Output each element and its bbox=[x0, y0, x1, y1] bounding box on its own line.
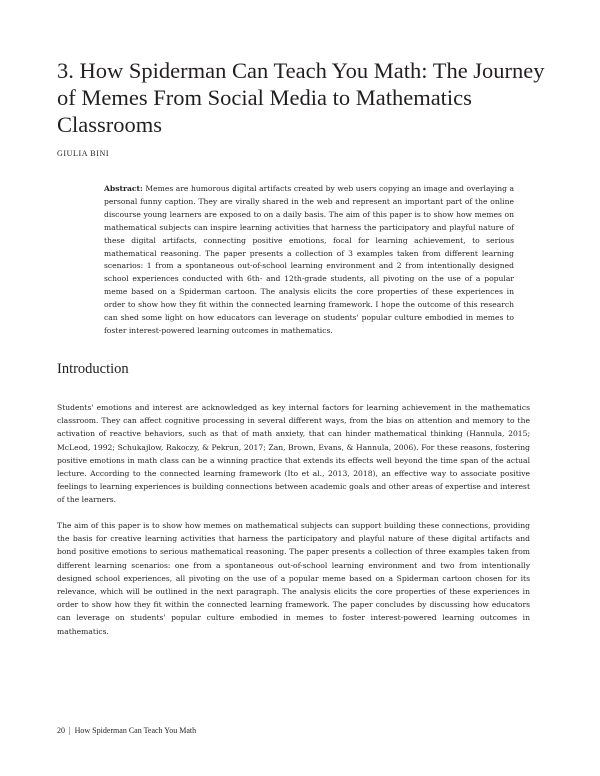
chapter-title: 3. How Spiderman Can Teach You Math: The Journey of Memes From Social Media to Mathematics Classrooms bbox=[57, 58, 545, 137]
body-paragraph-2: The aim of this paper is to show how memes on mathematical subjects can support building these connections, providing the basis for creative learning activities that harness the participatory and playful nature of these digital artifacts and bond positive emotions to serious mathematical reasoning. The paper presents a collection of three examples taken from different learning scenarios: one from a spontaneous out-of-school learning environment and two from intentionally designed school experiences, all pivoting on the use of a popular meme based on a Spiderman cartoon chosen for its relevance, which will be outlined in the next paragraph. The analysis elicits the core properties of these experiences in order to show how they fit within the connected learning framework. The paper concludes by discussing how educators can leverage on students' popular culture embodied in memes to foster interest-powered learning outcomes in mathematics. bbox=[57, 521, 530, 636]
section-heading-introduction: Introduction bbox=[57, 361, 129, 377]
footer-separator: | bbox=[69, 726, 71, 735]
body-paragraph-1: Students' emotions and interest are acknowledged as key internal factors for learning achievement in the mathematics classroom. They can affect cognitive processing in several different ways, from the bias on attention and memory to the activation of reactive behaviors, such as that of math anxiety, that can hinder mathematical thinking (Hannula, 2015; McLeod, 1992; Schukajlow, Rakoczy, & Pekrun, 2017; Zan, Brown, Evans, & Hannula, 2006). For these reasons, fostering positive emotions in math class can be a winning practice that extends its effects well beyond the time span of the actual lecture. According to the connected learning framework (Ito et al., 2013, 2018), an effective way to associate positive feelings to learning experiences is building connections between academic goals and other areas of expertise and interest of the learners. bbox=[57, 403, 530, 505]
author-name: GIULIA BINI bbox=[57, 149, 110, 158]
page-footer bbox=[57, 726, 196, 735]
running-title: How Spiderman Can Teach You Math bbox=[74, 726, 197, 735]
abstract bbox=[104, 183, 514, 338]
page-number: 20 bbox=[57, 726, 65, 735]
abstract-text: Memes are humorous digital artifacts created by web users copying an image and overlaying a personal funny caption. They are virally shared in the web and represent an important part of the online discourse young learners are exposed to on a daily basis. The aim of this paper is to show how memes on mathematical subjects can inspire learning activities that harness the participatory and playful nature of these digital artifacts, connecting positive emotions, focal for learning achievement, to serious mathematical reasoning. The paper presents a collection of 3 examples taken from different learning scenarios: 1 from a spontaneous out-of-school learning environment and 2 from intentionally designed school experiences conducted with 6th- and 12th-grade students, all pivoting on the use of a popular meme based on a Spiderman cartoon. The analysis elicits the core properties of these experiences in order to show how they fit within the connected learning framework. I hope the outcome of this research can shed some light on how educators can leverage on students' popular culture embodied in memes to foster interest-powered learning outcomes in mathematics. bbox=[104, 184, 514, 335]
abstract-label: Abstract: bbox=[104, 184, 143, 193]
